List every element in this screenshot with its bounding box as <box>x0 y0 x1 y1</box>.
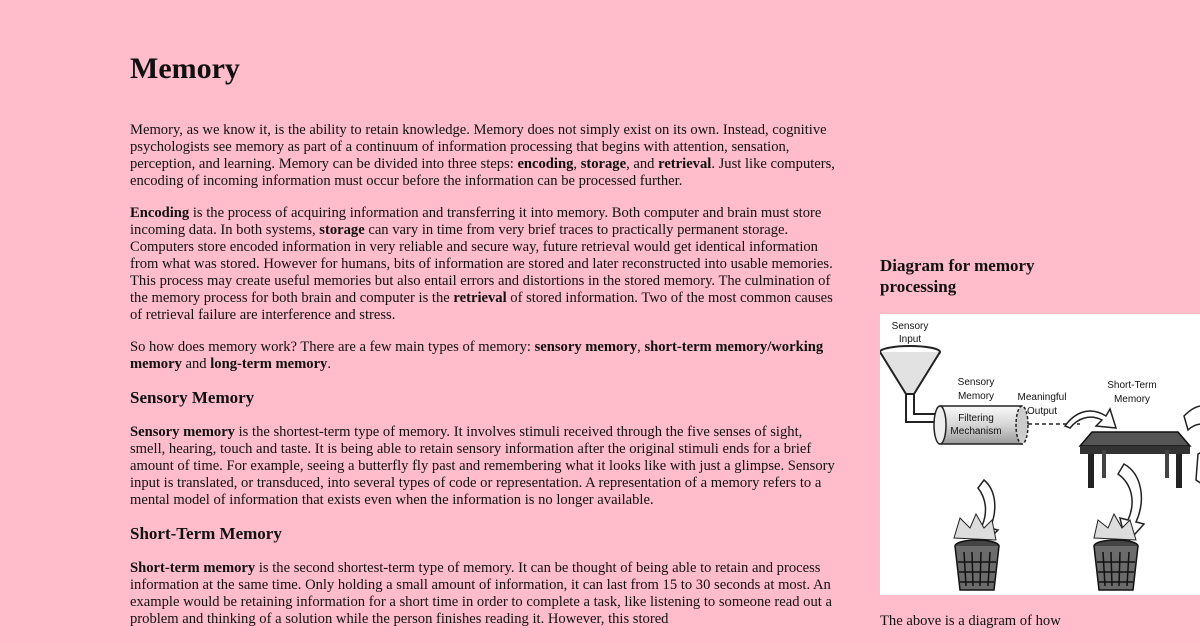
text: So how does memory work? There are a few main types of memory: <box>130 339 535 355</box>
intro-paragraph <box>130 122 835 190</box>
arrow-to-short-term-icon <box>1065 409 1116 428</box>
label-sensory-memory-1: Sensory <box>957 377 995 388</box>
label-filtering-1: Filtering <box>958 413 994 424</box>
memory-diagram <box>880 314 1200 595</box>
filtering-cylinder-icon <box>934 406 1028 444</box>
text: can vary in time from very brief traces to practically permanent storage. Computers store encoded information in very reliable and secure way, future retrieval would get identical information from what was stored. However for humans, bits of information are stored and later reconstructed into usable memories. This process may create useful memories but also entail errors and distortions in the stored memory. The culmination of the memory process for both brain and computer is the <box>130 222 833 306</box>
label-short-term-memory-2: Memory <box>1113 394 1151 405</box>
encoding-paragraph <box>130 205 835 324</box>
diagram-heading: Diagram for memory processing <box>880 256 1035 296</box>
text: , <box>573 156 581 172</box>
text: Memory, as we know it, is the ability to retain knowledge. Memory does not simply exist on its own. Instead, cognitive psychologists see memory as part of a continuum of information processing that begins with attention, sensation, perception, and learning. Memory can be divided into three steps: <box>130 122 827 172</box>
trash-bin-1-icon <box>954 514 999 590</box>
text: is the shortest-term type of memory. It involves stimuli received through the five senses of sight, smell, hearing, touch and taste. It is being able to retain sensory information after the original stimuli ends for a brief amount of time. For example, seeing a butterfly fly past and remembering what it looks like with just a glimpse. Sensory input is translated, or transduced, into several types of code or representation. A representation of a memory refers to a mental model of information that exists even when the information is no longer available. <box>130 424 835 508</box>
sensory-memory-heading: Sensory Memory <box>130 388 255 407</box>
term-storage: storage <box>580 156 627 172</box>
term-storage: storage <box>319 222 365 238</box>
types-paragraph <box>130 339 835 373</box>
term-sensory-memory: Sensory memory <box>130 424 235 440</box>
label-sensory-memory-2: Memory <box>957 391 995 402</box>
term-retrieval: retrieval <box>658 156 712 172</box>
term-sensory-memory: sensory memory <box>534 339 638 355</box>
term-long-term-memory: long-term memory <box>210 356 328 372</box>
label-meaningful-output-1: Meaningful <box>1017 392 1067 403</box>
arrow-to-long-term-icon <box>1184 406 1200 430</box>
text: of stored information. Two of the most common causes of retrieval failure are interference and stress. <box>130 290 833 323</box>
page-title: Memory <box>130 52 240 85</box>
term-retrieval: retrieval <box>453 290 507 306</box>
short-term-memory-heading: Short-Term Memory <box>130 524 282 543</box>
label-filtering-2: Mechanism <box>950 426 1002 437</box>
label-sensory-input-2: Input <box>898 334 922 345</box>
text: and <box>181 356 211 372</box>
memory-diagram-image <box>880 314 1200 595</box>
article-body <box>130 122 835 643</box>
term-short-term-memory: short-term memory/working memory <box>130 339 824 372</box>
text: . <box>327 356 332 372</box>
term-short-term-memory: Short-term memory <box>130 560 256 576</box>
trash-bin-2-icon <box>1094 514 1138 590</box>
text: , and <box>626 156 659 172</box>
term-encoding: Encoding <box>130 205 190 221</box>
text: is the second shortest-term type of memory. It can be thought of being able to retain and process information at the same time. Only holding a small amount of information, it can last from 15 to 30 seconds at most. An example would be retaining information for a short time in order to complete a task, like listening to someone read out a problem and thinking of a solution while the person finishes reading it. However, this stored <box>130 560 832 627</box>
term-encoding: encoding <box>517 156 574 172</box>
text: , <box>637 339 645 355</box>
funnel-icon <box>880 346 940 422</box>
label-short-term-memory-1: Short-Term <box>1107 380 1157 391</box>
sidebar <box>880 255 1200 629</box>
text: is the process of acquiring information and transferring it into memory. Both computer and brain must store incoming data. In both systems, <box>130 205 822 238</box>
diagram-caption: The above is a diagram of how <box>880 613 1061 629</box>
short-term-paragraph <box>130 560 835 628</box>
label-sensory-input-1: Sensory <box>891 321 929 332</box>
sensory-paragraph <box>130 424 835 509</box>
arrow-partial-icon <box>1196 452 1200 484</box>
text: . Just like computers, encoding of incoming information must occur before the information can be processed further. <box>130 156 835 189</box>
label-meaningful-output-2: Output <box>1026 406 1058 417</box>
